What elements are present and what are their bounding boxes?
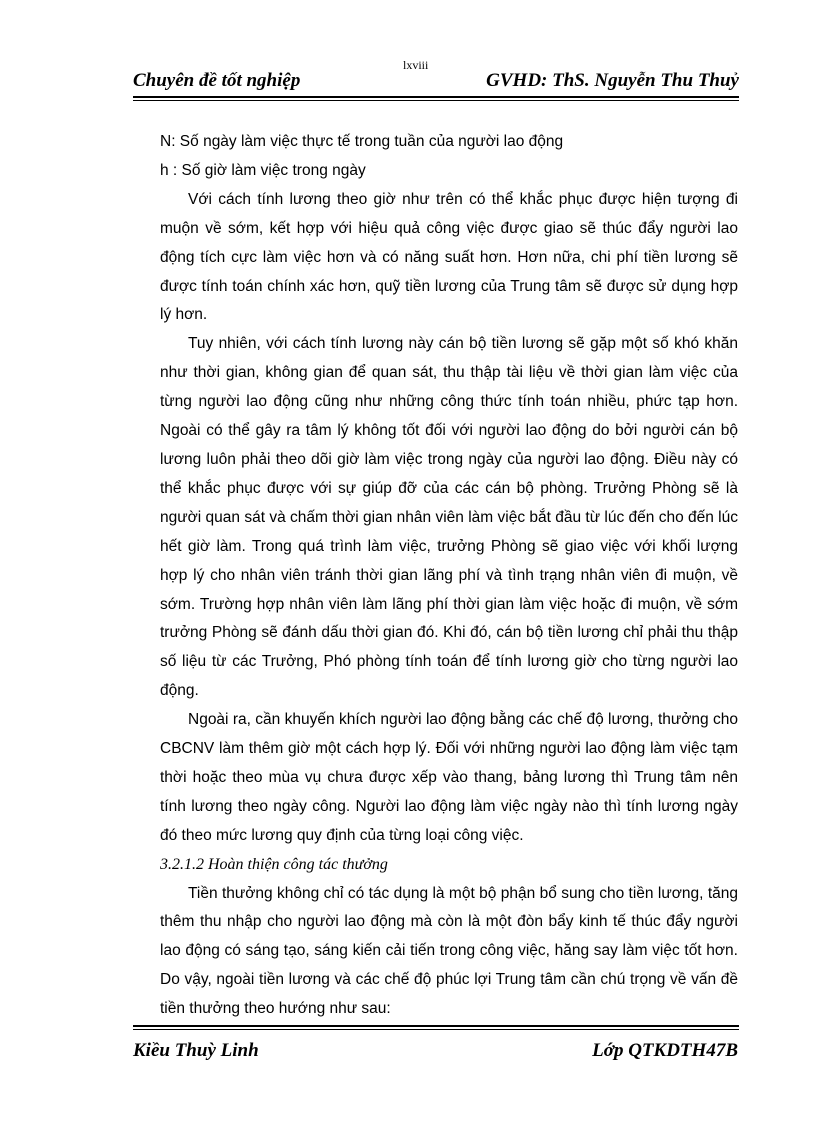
footer-class: Lớp QTKDTH47B bbox=[592, 1040, 738, 1061]
footer-rule bbox=[133, 1025, 739, 1027]
paragraph-3: Ngoài ra, cần khuyến khích người lao động bằng các chế độ lương, thưởng cho CBCNV làm thêm giờ một cách hợp lý. Đối với những người lao động làm việc tạm thời hoặc theo mùa vụ chưa được xếp vào thang, bảng lương thì Trung tâm nên tính lương theo ngày công. Người lao động làm việc ngày nào thì tính lương ngày đó theo mức lương quy định của từng loại công việc. bbox=[160, 711, 738, 844]
header-supervisor: GVHD: ThS. Nguyễn Thu Thuỷ bbox=[486, 70, 739, 91]
definition-n: N: Số ngày làm việc thực tế trong tuần của người lao động bbox=[160, 133, 564, 150]
page-header bbox=[133, 58, 739, 94]
paragraph-4: Tiền thưởng không chỉ có tác dụng là một bộ phận bổ sung cho tiền lương, tăng thêm thu nhập cho người lao động mà còn là một đòn bẩy kinh tế thúc đẩy người lao động có sáng tạo, sáng kiến cải tiến trong công việc, hăng say làm việc tốt hơn. Do vậy, ngoài tiền lương và các chế độ phúc lợi Trung tâm cần chú trọng về vấn đề tiền thưởng theo hướng như sau: bbox=[160, 884, 738, 1018]
header-document-type: Chuyên đề tốt nghiệp bbox=[133, 70, 301, 91]
header-rule bbox=[133, 96, 739, 98]
section-heading: 3.2.1.2 Hoàn thiện công tác thưởng bbox=[160, 855, 388, 873]
footer-author: Kiều Thuỳ Linh bbox=[133, 1040, 259, 1061]
header-rule-thin bbox=[133, 100, 739, 101]
paragraph-1: Với cách tính lương theo giờ như trên có thể khắc phục được hiện tượng đi muộn về sớm, kết hợp với hiệu quả công việc được giao sẽ thúc đẩy người lao động tích cực làm việc hơn và có năng suất hơn. Hơn nữa, chi phí tiền lương sẽ được tính toán chính xác hơn, quỹ tiền lương của Trung tâm sẽ được sử dụng hợp lý hơn. bbox=[160, 190, 738, 324]
page-number: lxviii bbox=[403, 58, 429, 72]
page-body bbox=[160, 128, 738, 1024]
footer-rule-thin bbox=[133, 1029, 739, 1030]
paragraph-2: Tuy nhiên, với cách tính lương này cán bộ tiền lương sẽ gặp một số khó khăn như thời gian, không gian để quan sát, thu thập tài liệu về thời gian làm việc của từng người lao động cũng như những công thức tính toán nhiều, phức tạp hơn. Ngoài có thể gây ra tâm lý không tốt đối với người lao động do bởi người cán bộ lương luôn phải theo dõi giờ làm việc trong ngày của người lao động. Điều này có thể khắc phục được với sự giúp đỡ của các cán bộ phòng. Trưởng Phòng sẽ là người quan sát và chấm thời gian nhân viên làm việc bắt đầu từ lúc đến cho đến lúc hết giờ làm. Trong quá trình làm việc, trưởng Phòng sẽ giao việc với khối lượng hợp lý cho nhân viên tránh thời gian lãng phí và tình trạng nhân viên đi muộn, về sớm. Trường hợp nhân viên làm lãng phí thời gian làm việc hoặc đi muộn, về sớm trưởng Phòng sẽ đánh dấu thời gian đó. Khi đó, cán bộ tiền lương chỉ phải thu thập số liệu từ các Trưởng, Phó phòng tính toán để tính lương giờ cho từng người lao động. bbox=[160, 335, 738, 700]
definition-h: h : Số giờ làm việc trong ngày bbox=[160, 161, 366, 179]
